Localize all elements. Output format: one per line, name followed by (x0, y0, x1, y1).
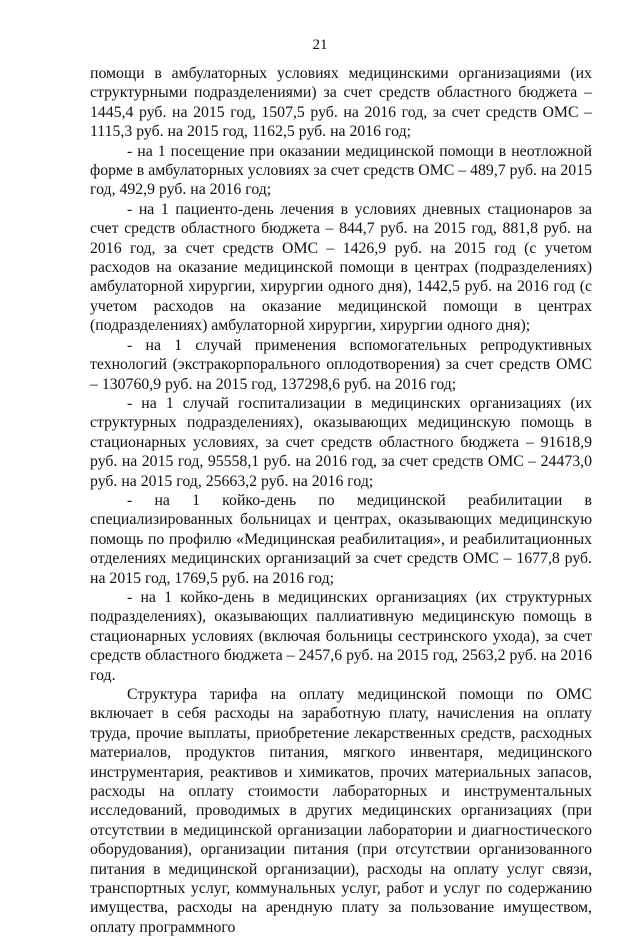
paragraph-ivf: - на 1 случай применения вспомогательных репродуктивных технологий (экстракорпорального оплодотворения) за счет средств ОМС – 130760,9 руб. на 2015 год, 137298,6 руб. на 2016 год; (90, 336, 592, 393)
paragraph-continuation: помощи в амбулаторных условиях медицинскими организациями (их структурными подразделениями) за счет средств областного бюджета – 1445,4 руб. на 2015 год, 1507,5 руб. на 2016 год, за счет средств ОМС – 1115,3 руб. на 2015 год, 1162,5 руб. на 2016 год; (90, 65, 592, 141)
paragraph-tariff-structure: Структура тарифа на оплату медицинской помощи по ОМС включает в себя расходы на заработную плату, начисления на оплату труда, прочие выплаты, приобретение лекарственных средств, расходных материалов, продуктов питания, мягкого инвентаря, медицинского инструментария, реактивов и химикатов, прочих материальных запасов, расходы на оплату стоимости лабораторных и инструментальных исследований, проводимых в других медицинских организациях (при отсутствии в медицинской организации лаборатории и диагностического оборудования), организации питания (при отсутствии организованного питания в медицинской организации), расходы на оплату услуг связи, транспортных услуг, коммунальных услуг, работ и услуг по содержанию имущества, расходы на арендную плату за пользование имуществом, оплату программного (90, 686, 592, 936)
page-number: 21 (312, 37, 328, 53)
paragraph-emergency-visit: - на 1 посещение при оказании медицинской помощи в неотложной форме в амбулаторных условиях за счет средств ОМС – 489,7 руб. на 2015 год, 492,9 руб. на 2016 год; (90, 142, 592, 199)
paragraph-palliative-care: - на 1 койко-день в медицинских организациях (их структурных подразделениях), оказывающих паллиативную медицинскую помощь в стационарных условиях (включая больницы сестринского ухода), за счет средств областного бюджета – 2457,6 руб. на 2015 год, 2563,2 руб. на 2016 год. (90, 588, 592, 684)
paragraph-day-hospital: - на 1 пациенто-день лечения в условиях дневных стационаров за счет средств областного бюджета – 844,7 руб. на 2015 год, 881,8 руб. на 2016 год, за счет средств ОМС – 1426,9 руб. на 2015 год (с учетом расходов на оказание медицинской помощи в центрах (подразделениях) амбулаторной хирургии, хирургии одного дня), 1442,5 руб. на 2016 год (с учетом расходов на оказание медицинской помощи в центрах (подразделениях) амбулаторной хирургии, хирургии одного дня); (90, 200, 592, 335)
paragraph-rehabilitation: - на 1 койко-день по медицинской реабилитации в специализированных больницах и центрах, оказывающих медицинскую помощь по профилю «Медицинская реабилитация», и реабилитационных отделениях медицинских организаций за счет средств ОМС – 1677,8 руб. на 2015 год, 1769,5 руб. на 2016 год; (90, 491, 592, 587)
document-body (90, 64, 592, 937)
paragraph-hospitalization: - на 1 случай госпитализации в медицинских организациях (их структурных подразделениях), оказывающих медицинскую помощь в стационарных условиях, за счет средств областного бюджета – 91618,9 руб. на 2015 год, 95558,1 руб. на 2016 год, за счет средств ОМС – 24473,0 руб. на 2015 год, 25663,2 руб. на 2016 год; (90, 394, 592, 490)
